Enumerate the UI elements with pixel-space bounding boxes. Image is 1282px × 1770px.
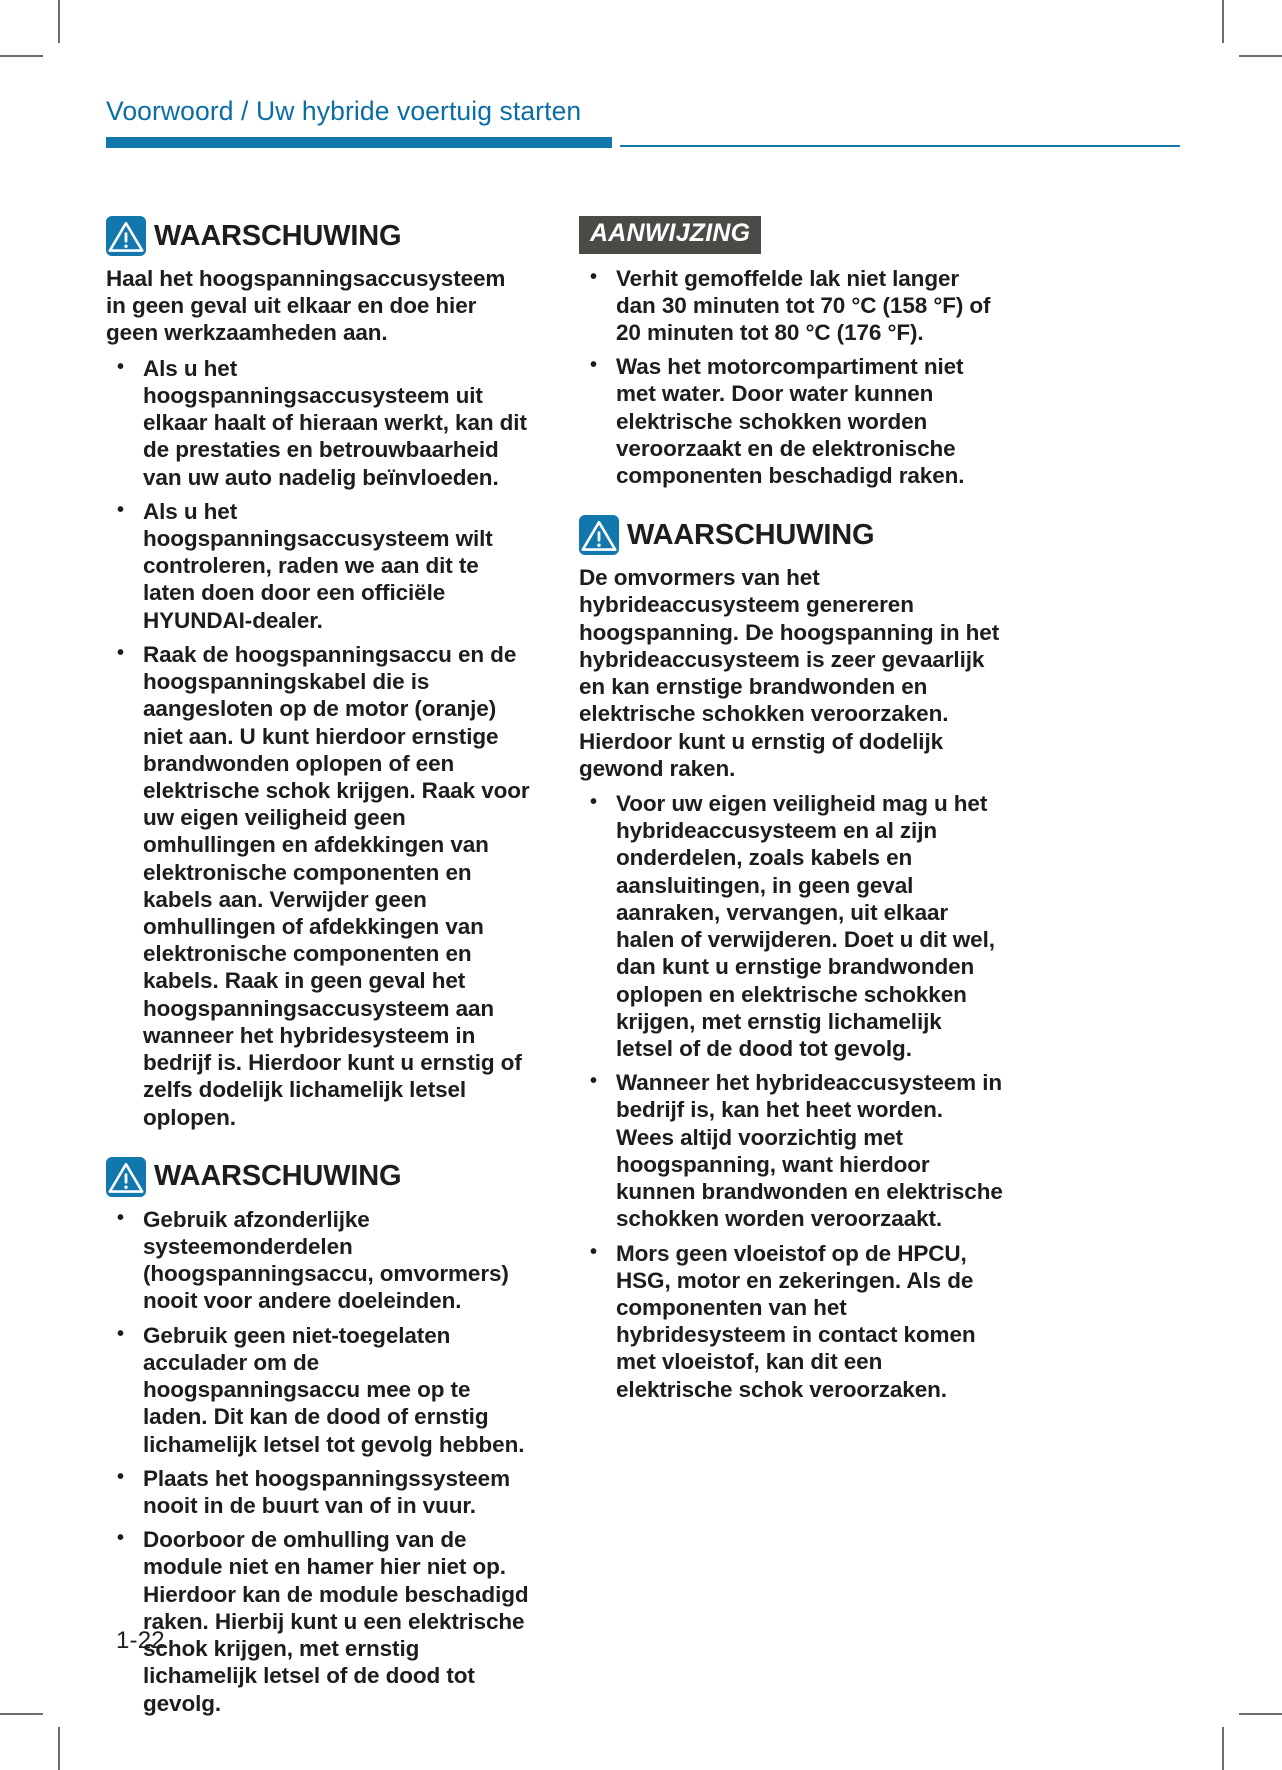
bullet-item: • Voor uw eigen veiligheid mag u het hybrideaccusysteem en al zijn onderdelen, zoals kabels en aansluitingen, in geen geval aanraken, vervangen, uit elkaar halen of verwijderen. Doet u dit wel, dan kunt u ernstige brandwonden oplopen en elektrische schokken krijgen, met ernstig lichamelijk letsel of de dood tot gevolg.: [579, 790, 1004, 1062]
header-rule-thick: [106, 137, 612, 148]
warning-triangle-icon: [106, 216, 146, 256]
bullet-item: • Als u het hoogspanningsaccusysteem uit elkaar haalt of hieraan werkt, kan dit de prestaties en betrouwbaarheid van uw auto nadelig beïnvloeden.: [106, 355, 531, 491]
bullet-item: • Doorboor de omhulling van de module niet en hamer hier niet op. Hierdoor kan de module beschadigd raken. Hierbij kunt u een elektrische schok krijgen, met ernstig lichamelijk letsel of de dood tot gevolg.: [106, 1526, 531, 1717]
notice-block: [579, 216, 1004, 489]
bullet-item: • Mors geen vloeistof op de HPCU, HSG, motor en zekeringen. Als de componenten van het hybridesysteem in contact komen met vloeistof, kan dit een elektrische schok veroorzaken.: [579, 1240, 1004, 1403]
warning-triangle-icon: [106, 1157, 146, 1197]
warning-block: [106, 1157, 531, 1717]
crop-mark-bottom-left-vertical: [58, 1727, 60, 1770]
warning-block: [106, 216, 531, 1131]
crop-mark-top-right-vertical: [1222, 0, 1224, 43]
bullet-item: • Als u het hoogspanningsaccusysteem wilt controleren, raden we aan dit te laten doen door een officiële HYUNDAI-dealer.: [106, 498, 531, 634]
warning-heading-label: WAARSCHUWING: [154, 219, 402, 252]
crop-mark-top-left-horizontal: [0, 55, 43, 57]
page-number: 1-22: [116, 1627, 165, 1654]
body-columns: [106, 216, 1180, 1724]
crop-mark-bottom-left-horizontal: [0, 1713, 43, 1715]
page-title: Voorwoord / Uw hybride voertuig starten: [106, 96, 582, 126]
header-rule-thin: [620, 145, 1180, 147]
bullet-item: • Verhit gemoffelde lak niet langer dan 30 minuten tot 70 °C (158 °F) of 20 minuten tot 80 °C (176 °F).: [579, 265, 1004, 347]
crop-mark-bottom-right-horizontal: [1239, 1713, 1282, 1715]
bullet-item: • Gebruik afzonderlijke systeemonderdelen (hoogspanningsaccu, omvormers) nooit voor andere doeleinden.: [106, 1206, 531, 1315]
warning-heading-row: [106, 216, 531, 256]
warning-heading-label: WAARSCHUWING: [154, 1160, 402, 1193]
warning-block: [579, 515, 1004, 1403]
bullet-list: [106, 355, 531, 1131]
warning-heading-row: [579, 515, 1004, 555]
bullet-list: [106, 1206, 531, 1717]
bullet-list: [579, 265, 1004, 490]
crop-mark-top-right-horizontal: [1239, 55, 1282, 57]
warning-heading-row: [106, 1157, 531, 1197]
bullet-item: • Gebruik geen niet-toegelaten acculader om de hoogspanningsaccu mee op te laden. Dit kan de dood of ernstig lichamelijk letsel tot gevolg hebben.: [106, 1322, 531, 1458]
running-header: [106, 96, 1180, 149]
block-lead-text: Haal het hoogspanningsaccusysteem in geen geval uit elkaar en doe hier geen werkzaamheden aan.: [106, 266, 506, 346]
crop-mark-top-left-vertical: [58, 0, 60, 43]
block-lead-text: De omvormers van het hybrideaccusysteem genereren hoogspanning. De hoogspanning in het hybrideaccusysteem is zeer gevaarlijk en kan ernstige brandwonden en elektrische schokken veroorzaken. Hierdoor kunt u ernstig of dodelijk gewond raken.: [579, 565, 1000, 781]
warning-heading-label: WAARSCHUWING: [627, 518, 875, 551]
right-column: [579, 216, 1004, 1724]
header-rule-group: [106, 137, 1180, 149]
crop-mark-bottom-right-vertical: [1222, 1727, 1224, 1770]
bullet-item: • Plaats het hoogspanningssysteem nooit in de buurt van of in vuur.: [106, 1465, 531, 1519]
left-column: [106, 216, 531, 1724]
bullet-list: [579, 790, 1004, 1403]
bullet-item: • Was het motorcompartiment niet met water. Door water kunnen elektrische schokken worden veroorzaakt en de elektronische componenten beschadigd raken.: [579, 353, 1004, 489]
warning-triangle-icon: [579, 515, 619, 555]
notice-heading: AANWIJZING: [579, 216, 761, 254]
bullet-item: • Wanneer het hybrideaccusysteem in bedrijf is, kan het heet worden. Wees altijd voorzichtig met hoogspanning, want hierdoor kunnen brandwonden en elektrische schokken worden veroorzaakt.: [579, 1069, 1004, 1232]
bullet-item: • Raak de hoogspanningsaccu en de hoogspanningskabel die is aangesloten op de motor (oranje) niet aan. U kunt hierdoor ernstige brandwonden oplopen of een elektrische schok krijgen. Raak voor uw eigen veiligheid geen omhullingen en afdekkingen van elektronische componenten en kabels aan. Verwijder geen omhullingen of afdekkingen van elektronische componenten en kabels. Raak in geen geval het hoogspanningsaccusysteem aan wanneer het hybridesysteem in bedrijf is. Hierdoor kunt u ernstig of zelfs dodelijk lichamelijk letsel oplopen.: [106, 641, 531, 1131]
